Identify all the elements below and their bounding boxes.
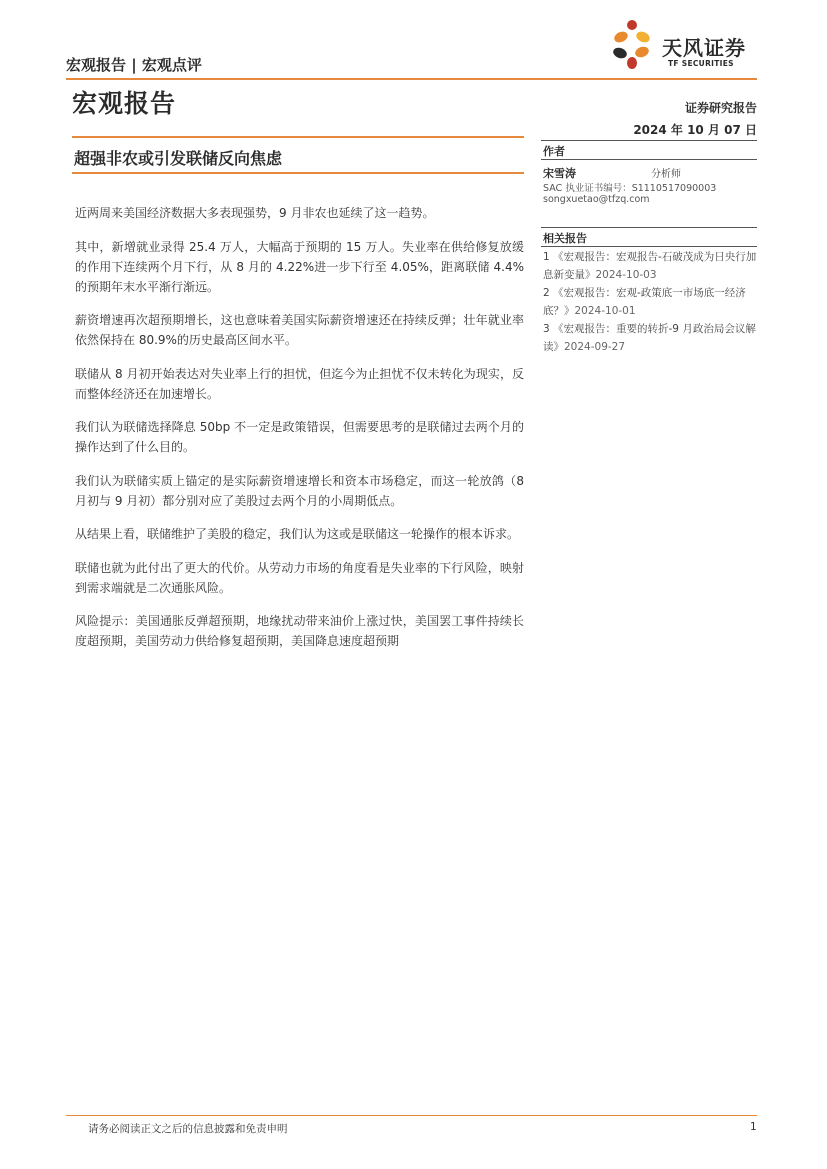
report-kind: 证券研究报告 (684, 101, 757, 115)
body-paragraph: 联储从 8 月初开始表达对失业率上行的担忧，但迄今为止担忧不仅未转化为现实，反而整体经济还在加速增长。 (75, 366, 524, 401)
sidebar-divider (541, 246, 757, 247)
report-date: 2024 年 10 月 07 日 (633, 123, 757, 137)
related-reports-list (543, 248, 757, 356)
related-report-link[interactable] (543, 284, 757, 320)
risk-warning: 风险提示：美国通胀反弹超预期，地缘扰动带来油价上涨过快，美国罢工事件持续长度超预期，美国劳动力供给修复超预期，美国降息速度超预期 (75, 614, 524, 648)
body-paragraph: 近两周来美国经济数据大多表现强势，9 月非农也延续了这一趋势。 (75, 206, 435, 220)
footer-divider (66, 1115, 757, 1116)
document-type: 宏观报告 (72, 89, 177, 118)
sidebar-divider (541, 227, 757, 228)
author-email[interactable]: songxuetao@tfzq.com (543, 194, 650, 205)
related-report-date: 2024-09-27 (564, 341, 626, 353)
body-paragraph: 其中，新增就业录得 25.4 万人，大幅高于预期的 15 万人。失业率在供给修复放缓的作用下连续两个月下行，从 8 月的 4.22%进一步下行至 4.05%，距离联储 4.4%的预期年末水平渐行渐远。 (75, 239, 524, 294)
related-report-link[interactable] (543, 248, 757, 284)
related-report-title: 3 《宏观报告：重要的转折-9 月政治局会议解读》 (543, 323, 756, 353)
company-logo (610, 18, 760, 74)
related-report-date: 2024-10-01 (574, 305, 636, 317)
logo-mark-icon (610, 18, 660, 74)
body-paragraph: 从结果上看，联储维护了美股的稳定，我们认为这或是联储这一轮操作的根本诉求。 (75, 527, 520, 541)
footer-disclaimer: 请务必阅读正文之后的信息披露和免责申明 (88, 1123, 288, 1135)
logo-name-en: TF SECURITIES (668, 59, 734, 68)
author-sac-number: SAC 执业证书编号：S1110517090003 (543, 183, 717, 194)
related-heading: 相关报告 (543, 232, 587, 245)
title-divider-top (72, 136, 524, 138)
related-report-link[interactable] (543, 320, 757, 356)
sidebar-divider (541, 159, 757, 160)
report-body (75, 203, 524, 665)
author-role: 分析师 (651, 169, 681, 180)
body-paragraph: 我们认为联储实质上锚定的是实际薪资增速增长和资本市场稳定，而这一轮放鸽（8 月初与 9 月初）都分别对应了美股过去两个月的小周期低点。 (75, 473, 524, 508)
logo-name-cn: 天风证券 (662, 36, 746, 60)
report-category: 宏观报告 | 宏观点评 (66, 56, 202, 74)
body-paragraph: 我们认为联储选择降息 50bp 不一定是政策错误，但需要思考的是联储过去两个月的操作达到了什么目的。 (75, 420, 524, 454)
related-report-date: 2024-10-03 (595, 269, 657, 281)
related-report-title: 2 《宏观报告：宏观-政策底一市场底一经济底？》 (543, 287, 746, 317)
author-heading: 作者 (543, 145, 565, 158)
title-divider-bottom (72, 172, 524, 174)
body-paragraph: 薪资增速再次超预期增长，这也意味着美国实际薪资增速还在持续反弹；壮年就业率依然保持在 80.9%的历史最高区间水平。 (75, 313, 524, 347)
author-name: 宋雪涛 (543, 167, 576, 180)
related-report-title: 1 《宏观报告：宏观报告-石破茂成为日央行加息新变量》 (543, 251, 757, 281)
sidebar-divider (541, 140, 757, 141)
header-divider (66, 78, 757, 80)
body-paragraph: 联储也就为此付出了更大的代价。从劳动力市场的角度看是失业率的下行风险，映射到需求端就是二次通胀风险。 (75, 560, 524, 595)
page-number: 1 (750, 1121, 757, 1133)
report-title: 超强非农或引发联储反向焦虑 (74, 149, 283, 168)
